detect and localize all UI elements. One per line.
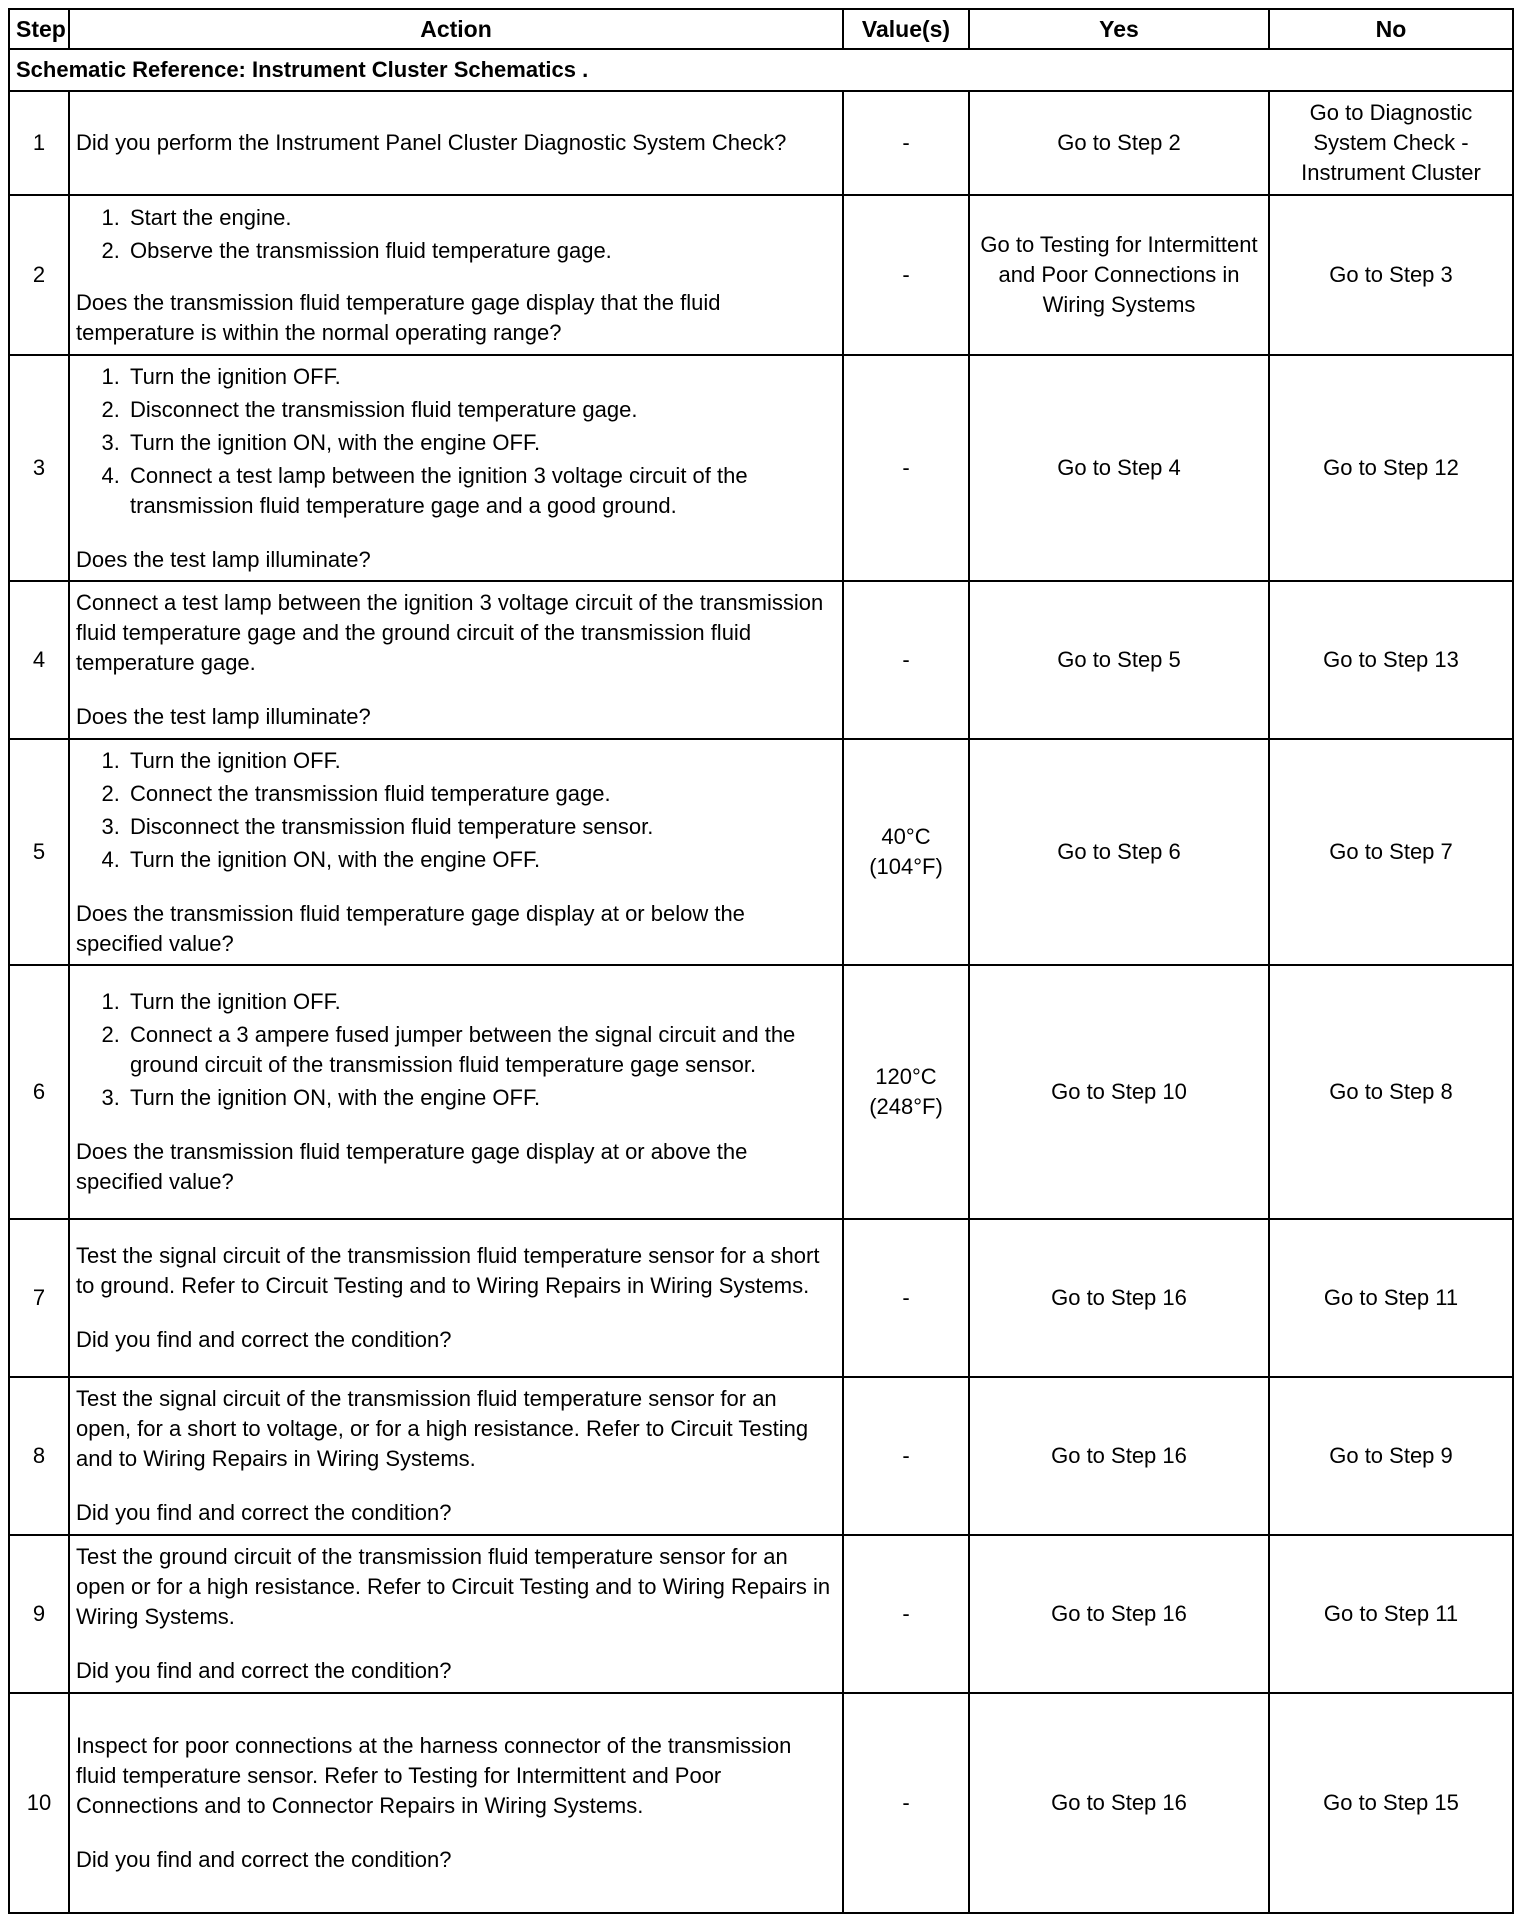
value-cell: - (843, 1535, 969, 1693)
diagnostic-table-page (8, 8, 1512, 1914)
header-row (9, 9, 1513, 49)
header-no: No (1269, 9, 1513, 49)
action-question: Did you find and correct the condition? (76, 1847, 452, 1872)
value-cell: - (843, 1377, 969, 1535)
action-question: Did you find and correct the condition? (76, 1327, 452, 1352)
table-row (9, 581, 1513, 739)
table-row (9, 1377, 1513, 1535)
action-steps (76, 746, 836, 875)
table-row (9, 1693, 1513, 1913)
table-row (9, 1535, 1513, 1693)
value-fahrenheit: (248°F) (869, 1094, 943, 1119)
action-step: 4. Connect a test lamp between the ignition 3 voltage circuit of the transmission fluid temperature gage and a good ground. (126, 461, 836, 521)
table-row (9, 355, 1513, 581)
action-question: Does the transmission fluid temperature gage display at or below the specified value? (76, 900, 745, 956)
step-number: 4 (9, 581, 69, 739)
action-question: Did you find and correct the condition? (76, 1500, 452, 1525)
action-cell (69, 355, 843, 581)
action-cell (69, 195, 843, 355)
schematic-reference-row (9, 49, 1513, 91)
no-cell: Go to Step 13 (1269, 581, 1513, 739)
step-number: 6 (9, 965, 69, 1219)
table-row (9, 91, 1513, 195)
action-cell (69, 1693, 843, 1913)
yes-cell: Go to Step 2 (969, 91, 1269, 195)
table-row (9, 195, 1513, 355)
action-step: 2. Disconnect the transmission fluid temperature gage. (126, 395, 836, 425)
yes-cell: Go to Step 16 (969, 1219, 1269, 1377)
action-question: Does the test lamp illuminate? (76, 704, 371, 729)
action-cell (69, 1377, 843, 1535)
yes-cell: Go to Step 6 (969, 739, 1269, 965)
action-step: 2. Connect the transmission fluid temperature gage. (126, 779, 836, 809)
no-cell: Go to Step 12 (1269, 355, 1513, 581)
value-cell (843, 965, 969, 1219)
value-cell: - (843, 195, 969, 355)
header-values: Value(s) (843, 9, 969, 49)
action-text: Connect a test lamp between the ignition 3 voltage circuit of the transmission fluid temperature gage and the ground circuit of the transmission fluid temperature gage. (76, 590, 824, 675)
yes-cell: Go to Step 16 (969, 1377, 1269, 1535)
table-row (9, 739, 1513, 965)
action-step: 3. Turn the ignition ON, with the engine OFF. (126, 428, 836, 458)
no-cell: Go to Step 7 (1269, 739, 1513, 965)
value-cell: - (843, 1693, 969, 1913)
header-action: Action (69, 9, 843, 49)
value-cell: - (843, 355, 969, 581)
no-cell: Go to Diagnostic System Check - Instrument Cluster (1269, 91, 1513, 195)
action-cell (69, 1219, 843, 1377)
schematic-reference: Schematic Reference: Instrument Cluster Schematics . (9, 49, 1513, 91)
action-step: 4. Turn the ignition ON, with the engine OFF. (126, 845, 836, 875)
no-cell: Go to Step 15 (1269, 1693, 1513, 1913)
action-text: Test the signal circuit of the transmission fluid temperature sensor for a short to ground. Refer to Circuit Testing and to Wiring Repairs in Wiring Systems. (76, 1243, 820, 1298)
action-cell (69, 91, 843, 195)
action-steps (76, 987, 836, 1113)
action-step: 1. Turn the ignition OFF. (126, 987, 836, 1017)
no-cell: Go to Step 8 (1269, 965, 1513, 1219)
value-cell: - (843, 581, 969, 739)
no-cell: Go to Step 3 (1269, 195, 1513, 355)
step-number: 5 (9, 739, 69, 965)
action-cell (69, 581, 843, 739)
value-cell: - (843, 91, 969, 195)
header-step: Step (9, 9, 69, 49)
step-number: 8 (9, 1377, 69, 1535)
yes-cell: Go to Step 10 (969, 965, 1269, 1219)
table-row (9, 965, 1513, 1219)
action-step: 1. Turn the ignition OFF. (126, 362, 836, 392)
no-cell: Go to Step 9 (1269, 1377, 1513, 1535)
step-number: 1 (9, 91, 69, 195)
action-step: 3. Turn the ignition ON, with the engine OFF. (126, 1083, 836, 1113)
action-cell (69, 965, 843, 1219)
yes-cell: Go to Step 4 (969, 355, 1269, 581)
action-step: 2. Connect a 3 ampere fused jumper between the signal circuit and the ground circuit of the transmission fluid temperature gage sensor. (126, 1020, 836, 1080)
action-step: 2. Observe the transmission fluid temperature gage. (126, 236, 836, 266)
action-text: Test the ground circuit of the transmission fluid temperature sensor for an open or for a high resistance. Refer to Circuit Testing and to Wiring Repairs in Wiring Systems. (76, 1544, 831, 1629)
action-text: Inspect for poor connections at the harness connector of the transmission fluid temperature sensor. Refer to Testing for Intermittent and Poor Connections and to Connector Repairs in Wiring Systems. (76, 1733, 792, 1818)
action-cell (69, 739, 843, 965)
action-steps (76, 203, 836, 266)
no-cell: Go to Step 11 (1269, 1219, 1513, 1377)
action-question: Does the test lamp illuminate? (76, 546, 371, 572)
yes-cell: Go to Step 5 (969, 581, 1269, 739)
action-question: Does the transmission fluid temperature gage display at or above the specified value? (76, 1139, 748, 1194)
value-celsius: 120°C (875, 1064, 937, 1089)
action-question: Did you find and correct the condition? (76, 1658, 452, 1683)
value-celsius: 40°C (881, 824, 931, 849)
no-cell: Go to Step 11 (1269, 1535, 1513, 1693)
action-step: 1. Turn the ignition OFF. (126, 746, 836, 776)
value-cell (843, 739, 969, 965)
step-number: 10 (9, 1693, 69, 1913)
step-number: 3 (9, 355, 69, 581)
value-fahrenheit: (104°F) (869, 854, 943, 879)
step-number: 7 (9, 1219, 69, 1377)
action-text: Test the signal circuit of the transmission fluid temperature sensor for an open, for a short to voltage, or for a high resistance. Refer to Circuit Testing and to Wiring Repairs in Wiring Systems. (76, 1386, 809, 1471)
diagnostic-table (8, 8, 1514, 1914)
step-number: 9 (9, 1535, 69, 1693)
action-step: 3. Disconnect the transmission fluid temperature sensor. (126, 812, 836, 842)
value-cell: - (843, 1219, 969, 1377)
action-steps (76, 362, 836, 521)
yes-cell: Go to Testing for Intermittent and Poor Connections in Wiring Systems (969, 195, 1269, 355)
header-yes: Yes (969, 9, 1269, 49)
action-step: 1. Start the engine. (126, 203, 836, 233)
table-row (9, 1219, 1513, 1377)
step-number: 2 (9, 195, 69, 355)
action-cell (69, 1535, 843, 1693)
yes-cell: Go to Step 16 (969, 1693, 1269, 1913)
action-question: Does the transmission fluid temperature gage display that the fluid temperature is within the normal operating range? (76, 289, 721, 345)
yes-cell: Go to Step 16 (969, 1535, 1269, 1693)
action-text: Did you perform the Instrument Panel Cluster Diagnostic System Check? (76, 130, 787, 155)
